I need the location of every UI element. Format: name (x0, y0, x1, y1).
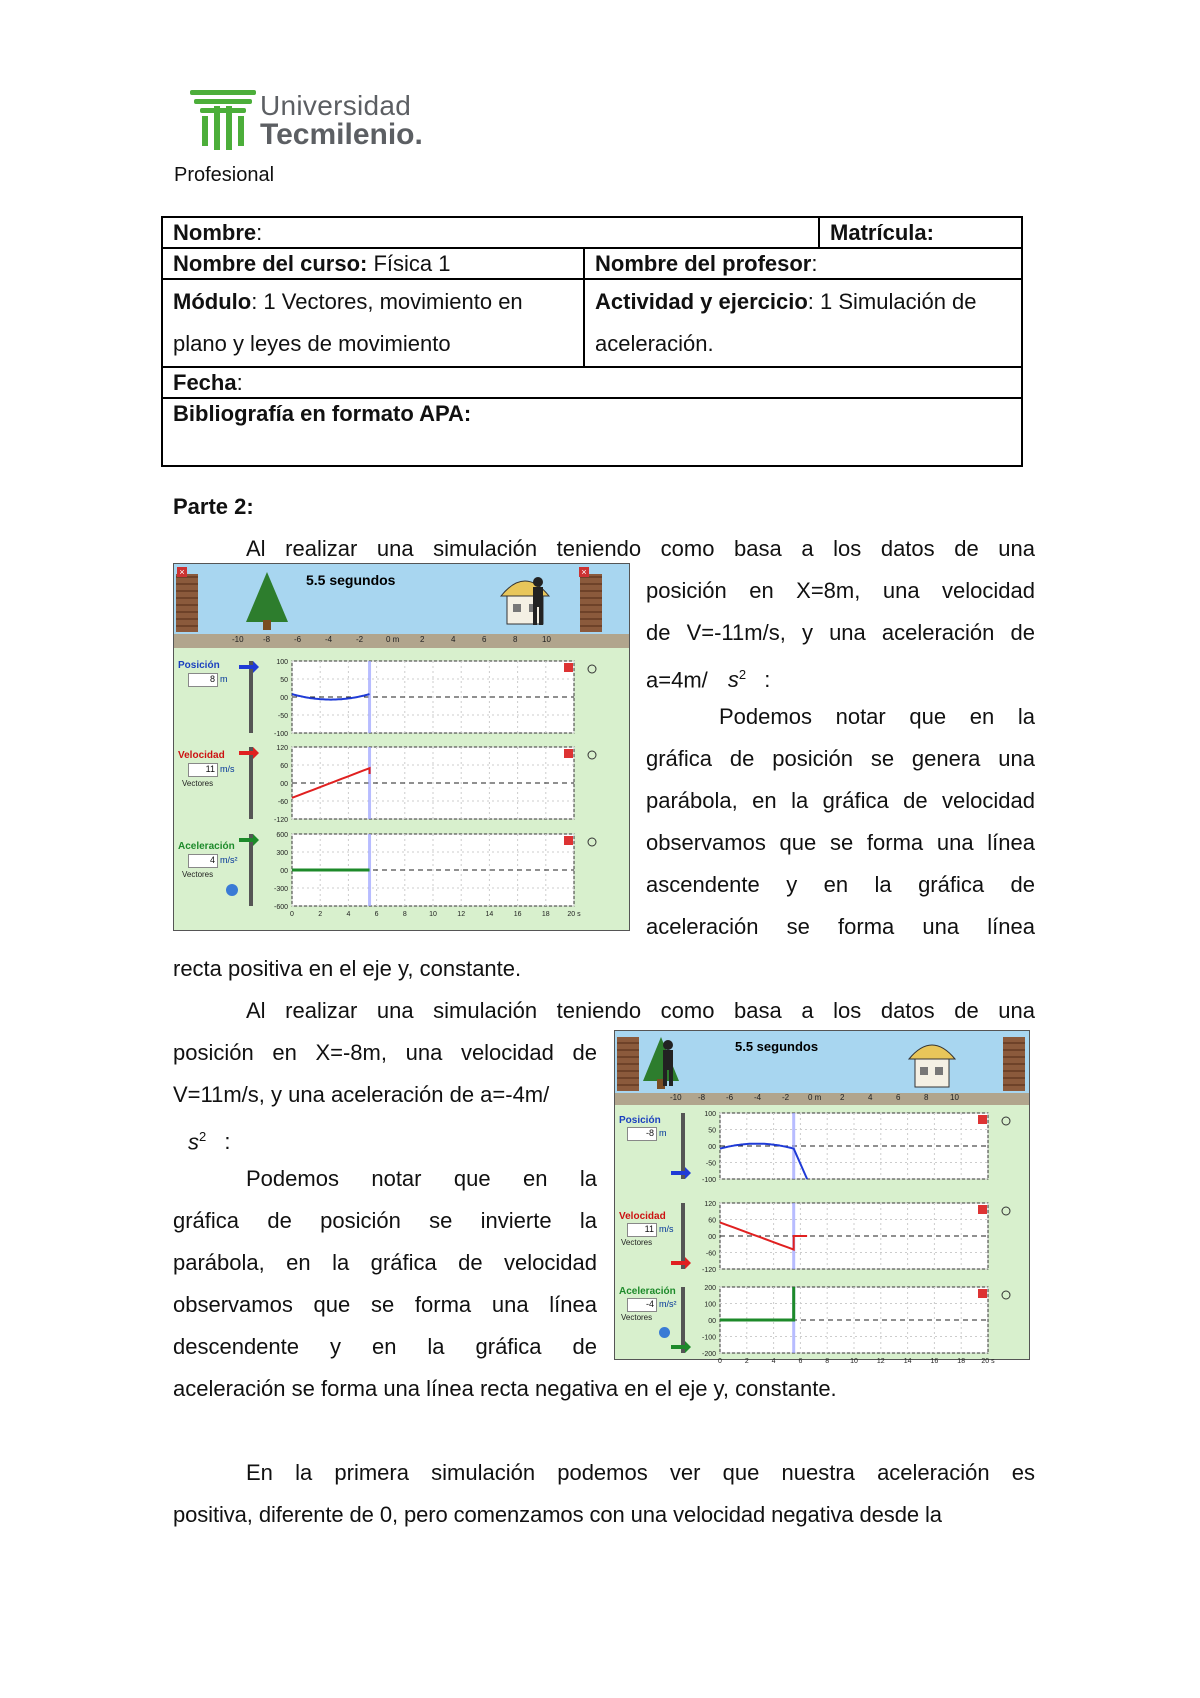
sim2-xtick: -2 (782, 1093, 790, 1102)
sim1-acceleration-unit: m/s² (220, 855, 238, 865)
profesor-value: : (811, 251, 818, 276)
sim2-svg-ytick-vel: -120 (701, 1267, 716, 1274)
sim2-svg-zoom-icon (1002, 1207, 1010, 1215)
sim2-position-unit: m (659, 1128, 667, 1138)
sim1-svg-ytick-acc: 00 (280, 868, 288, 875)
sim1-svg-ytick-acc: -300 (273, 886, 288, 893)
sim2-xtick: 10 (950, 1093, 959, 1102)
sim2-svg-ytick-vel: 60 (708, 1217, 716, 1225)
sim1-svg-ttick: 2 (318, 911, 323, 918)
sim2-svg-ytick-acc: 100 (704, 1301, 716, 1309)
paragraph-3-line-4 (188, 1116, 230, 1163)
modulo-cell (162, 279, 584, 367)
actividad-label: Actividad y ejercicio (595, 289, 808, 314)
sim2-xtick: -10 (670, 1093, 682, 1102)
sim2-velocity-unit: m/s (659, 1224, 674, 1234)
sim2-xtick: 0 m (808, 1093, 822, 1102)
sim2-svg-ytick-vel: 120 (704, 1201, 716, 1208)
paragraph-1-line-3: de V=-11m/s, y una aceleración de (646, 620, 1035, 645)
sim2-svg-minimize-icon (978, 1205, 987, 1214)
paragraph-4-line-5: descendente y en la gráfica de (173, 1334, 597, 1359)
sim2-svg-ttick: 4 (771, 1358, 776, 1365)
sim1-svg-ttick: 18 (541, 911, 550, 918)
sim1-svg-zoom-icon (588, 838, 596, 846)
paragraph-1-line-1: Al realizar una simulación teniendo como basa a los datos de una (246, 536, 1035, 561)
fecha-value: : (236, 370, 243, 395)
sim2-svg-ttick: 20 s (981, 1358, 995, 1365)
modulo-value: : 1 Vectores, movimiento en plano y leyes de movimiento (173, 289, 523, 356)
sim1-svg-ytick-vel: 00 (280, 781, 288, 788)
sim1-xtick: 6 (482, 635, 487, 644)
fecha-cell (162, 367, 1022, 398)
sim1-svg-ttick: 8 (402, 911, 407, 918)
sim2-svg-ttick: 2 (744, 1358, 749, 1365)
sim2-svg-ytick-pos: -50 (705, 1160, 716, 1168)
sim1-svg-ttick: 16 (513, 911, 522, 918)
sim1-acceleration-label: Aceleración (178, 841, 235, 852)
nombre-cell (162, 217, 819, 248)
sim2-svg-ttick: 0 (718, 1358, 722, 1365)
sim2-svg-slider-vel (681, 1203, 685, 1269)
sim2-svg-ttick: 18 (957, 1358, 966, 1365)
sim2-acceleration-label: Aceleración (619, 1286, 676, 1297)
paragraph-2-line-7: recta positiva en el eje y, constante. (173, 956, 522, 981)
paragraph-3-line-2: posición en X=-8m, una velocidad de (173, 1040, 597, 1065)
paragraph-1-line-2: posición en X=8m, una velocidad (646, 578, 1035, 603)
paragraph-4-line-4: observamos que se forma una línea (173, 1292, 597, 1317)
unit-exponent: 2 (738, 667, 747, 682)
sim1-xtick: 10 (542, 635, 551, 644)
actividad-value: : 1 Simulación de aceleración. (595, 289, 977, 356)
sim1-xtick: -6 (294, 635, 302, 644)
sim1-svg-zoom-icon (588, 665, 596, 673)
sim2-xtick: 4 (868, 1093, 873, 1102)
profesor-cell (584, 248, 1022, 279)
paragraph-4-line-2: gráfica de posición se invierte la (173, 1208, 597, 1233)
sim1-svg-ttick: 10 (429, 911, 437, 918)
sim1-position-unit: m (220, 674, 228, 684)
sim2-svg-ttick: 8 (825, 1358, 830, 1365)
curso-label: Nombre del curso: (173, 251, 368, 276)
sim2-svg-minimize-icon (978, 1115, 987, 1124)
logo-line-1: Universidad (260, 90, 412, 121)
sim2-position-label: Posición (619, 1115, 661, 1126)
sim2-xtick: 8 (924, 1093, 929, 1102)
sim1-svg-ytick-pos: 50 (280, 677, 288, 684)
sim1-velocity-unit: m/s (220, 764, 235, 774)
sim1-close-left-icon[interactable]: × (177, 567, 187, 577)
sim1-svg-ytick-acc: -600 (273, 904, 288, 911)
paragraph-5-line-2: positiva, diferente de 0, pero comenzamos con una velocidad negativa desde la (173, 1502, 942, 1527)
sim1-svg-ytick-vel: 120 (276, 745, 288, 752)
profesor-label: Nombre del profesor (595, 251, 812, 276)
acceleration-text: a=4m/ (646, 667, 708, 693)
sim2-position-input[interactable]: -8 (627, 1127, 657, 1141)
sim1-svg-minimize-icon (564, 836, 573, 845)
sim2-vectors-checkbox-velocity[interactable]: Vectores (621, 1238, 653, 1247)
sim2-svg-zoom-icon (1002, 1291, 1010, 1299)
section-heading: Parte 2: (173, 494, 254, 519)
paragraph-2-line-6: aceleración se forma una línea (646, 914, 1035, 939)
sim2-svg-ytick-pos: 50 (708, 1127, 716, 1135)
sim1-svg-ytick-pos: 100 (276, 659, 288, 666)
logo-leaf-icon (188, 86, 258, 150)
sim1-svg-ytick-acc: 300 (276, 850, 288, 857)
student-info-table (161, 216, 1023, 467)
sim2-svg-ytick-pos: 00 (708, 1144, 716, 1151)
sim1-xtick: -8 (263, 635, 271, 644)
sim1-time: 5.5 segundos (306, 572, 396, 588)
sim1-acceleration-input[interactable]: 4 (188, 854, 218, 868)
sim2-svg-ttick: 14 (903, 1358, 912, 1365)
sim1-xtick: 0 m (386, 635, 400, 644)
sim1-velocity-label: Velocidad (178, 750, 225, 761)
paragraph-3-line-1: Al realizar una simulación teniendo como basa a los datos de una (246, 998, 1035, 1023)
logo-line-2: Tecmilenio. (260, 118, 423, 151)
sim2-svg-ttick: 10 (850, 1358, 858, 1365)
sim2-svg-slider-pos (681, 1113, 685, 1179)
sim1-svg-zoom-icon (588, 751, 596, 759)
paragraph-2-line-5: ascendente y en la gráfica de (646, 872, 1035, 897)
matricula-cell (819, 217, 1022, 248)
sim1-xtick: 8 (513, 635, 518, 644)
sim1-xtick: -10 (232, 635, 244, 644)
unit-exponent-2: 2 (199, 1129, 207, 1144)
sim2-velocity-input[interactable]: 11 (627, 1223, 657, 1237)
sim2-svg-ytick-vel: -60 (705, 1250, 716, 1258)
sim1-vectors-checkbox-velocity[interactable]: Vectores (182, 779, 214, 788)
sim2-vectors-checkbox-acceleration[interactable]: Vectores (621, 1313, 653, 1322)
sim2-svg-minimize-icon (978, 1289, 987, 1298)
curso-value: Física 1 (367, 251, 451, 276)
sim2-time: 5.5 segundos (735, 1039, 819, 1054)
sim2-acceleration-input[interactable]: -4 (627, 1298, 657, 1312)
sim1-svg-ttick: 6 (374, 911, 379, 918)
paragraph-2-line-2: gráfica de posición se genera una (646, 746, 1035, 771)
sim1-svg-ttick: 4 (346, 911, 351, 918)
sim2-svg-ytick-acc: -200 (701, 1351, 716, 1358)
sim1-svg-ttick: 20 s (567, 911, 581, 918)
nombre-label: Nombre (173, 220, 257, 245)
sim2-svg-ytick-acc: -100 (701, 1334, 716, 1342)
colon-2: : (224, 1129, 231, 1155)
sim1-xtick: -4 (325, 635, 333, 644)
unit-s-2: s (188, 1129, 199, 1155)
sim1-vectors-checkbox-acceleration[interactable]: Vectores (182, 870, 214, 879)
paragraph-4-line-1: Podemos notar que en la (246, 1166, 597, 1191)
sim1-svg-slider-acc (249, 834, 253, 906)
simulation-1-screenshot (173, 563, 630, 931)
sim2-xtick: -4 (754, 1093, 762, 1102)
sim1-position-input[interactable]: 8 (188, 673, 218, 687)
sim2-svg-ttick: 16 (930, 1358, 939, 1365)
sim1-svg-ytick-vel: 60 (280, 763, 288, 770)
sim2-svg-ytick-vel: 00 (708, 1234, 716, 1241)
unit-s: s (727, 667, 739, 693)
sim2-svg-ttick: 12 (876, 1358, 885, 1365)
sim2-svg-slider-acc (681, 1287, 685, 1353)
sim1-svg-minimize-icon (564, 749, 573, 758)
sim1-svg-ttick: 12 (457, 911, 466, 918)
sim1-svg-ytick-vel: -120 (273, 817, 288, 824)
sim2-svg-ytick-pos: -100 (701, 1177, 716, 1184)
sim1-svg-minimize-icon (564, 663, 573, 672)
sim1-svg-ttick: 0 (290, 911, 294, 918)
bibliografia-cell (162, 398, 1022, 466)
sim1-svg-ytick-vel: -60 (277, 799, 288, 806)
sim1-svg-ytick-pos: 00 (280, 695, 288, 702)
curso-cell (162, 248, 584, 279)
paragraph-3-line-3: V=11m/s, y una aceleración de a=-4m/ (173, 1082, 550, 1107)
sim1-velocity-input[interactable]: 11 (188, 763, 218, 777)
sim1-svg-ttick: 14 (485, 911, 494, 918)
actividad-cell (584, 279, 1022, 367)
sim2-svg-ttick: 6 (798, 1358, 803, 1365)
sim2-velocity-label: Velocidad (619, 1211, 666, 1222)
sim1-svg-ytick-pos: -100 (273, 731, 288, 738)
sim2-acceleration-unit: m/s² (659, 1299, 677, 1309)
sim1-svg-slider-vel (249, 747, 253, 819)
sim2-svg-ytick-acc: 200 (704, 1285, 716, 1292)
paragraph-1-line-4 (646, 654, 770, 701)
sim1-svg-ytick-acc: 600 (276, 832, 288, 839)
fecha-label: Fecha (173, 370, 237, 395)
sim2-xtick: -6 (726, 1093, 734, 1102)
subtitle: Profesional (174, 164, 275, 186)
sim1-position-label: Posición (178, 660, 220, 671)
sim2-xtick: -8 (698, 1093, 706, 1102)
simulation-2-screenshot (614, 1030, 1030, 1365)
sim1-svg-slider-pos (249, 661, 253, 733)
sim1-svg-ytick-pos: -50 (277, 713, 288, 720)
sim1-xtick: 4 (451, 635, 456, 644)
sim2-xtick: 2 (840, 1093, 845, 1102)
sim2-xtick: 6 (896, 1093, 901, 1102)
sim2-svg-ytick-acc: 00 (708, 1318, 716, 1325)
modulo-label: Módulo (173, 289, 252, 314)
sim2-plots (615, 1031, 1029, 1365)
nombre-value: : (256, 220, 263, 245)
sim2-svg-zoom-icon (1002, 1117, 1010, 1125)
university-logo (188, 86, 438, 152)
paragraph-4-line-6: aceleración se forma una línea recta negativa en el eje y, constante. (173, 1376, 837, 1401)
colon: : (764, 667, 771, 693)
bibliografia-label: Bibliografía en formato APA: (173, 401, 472, 426)
sim1-plots (174, 564, 629, 930)
paragraph-4-line-3: parábola, en la gráfica de velocidad (173, 1250, 597, 1275)
sim1-close-right-icon[interactable]: × (579, 567, 589, 577)
sim1-xtick: 2 (420, 635, 425, 644)
paragraph-2-line-1: Podemos notar que en la (719, 704, 1035, 729)
sim2-svg-ytick-pos: 100 (704, 1111, 716, 1118)
matricula-label: Matrícula: (830, 220, 934, 245)
sim1-xtick: -2 (356, 635, 364, 644)
paragraph-2-line-3: parábola, en la gráfica de velocidad (646, 788, 1035, 813)
paragraph-2-line-4: observamos que se forma una línea (646, 830, 1035, 855)
paragraph-5-line-1: En la primera simulación podemos ver que nuestra aceleración es (246, 1460, 1035, 1485)
